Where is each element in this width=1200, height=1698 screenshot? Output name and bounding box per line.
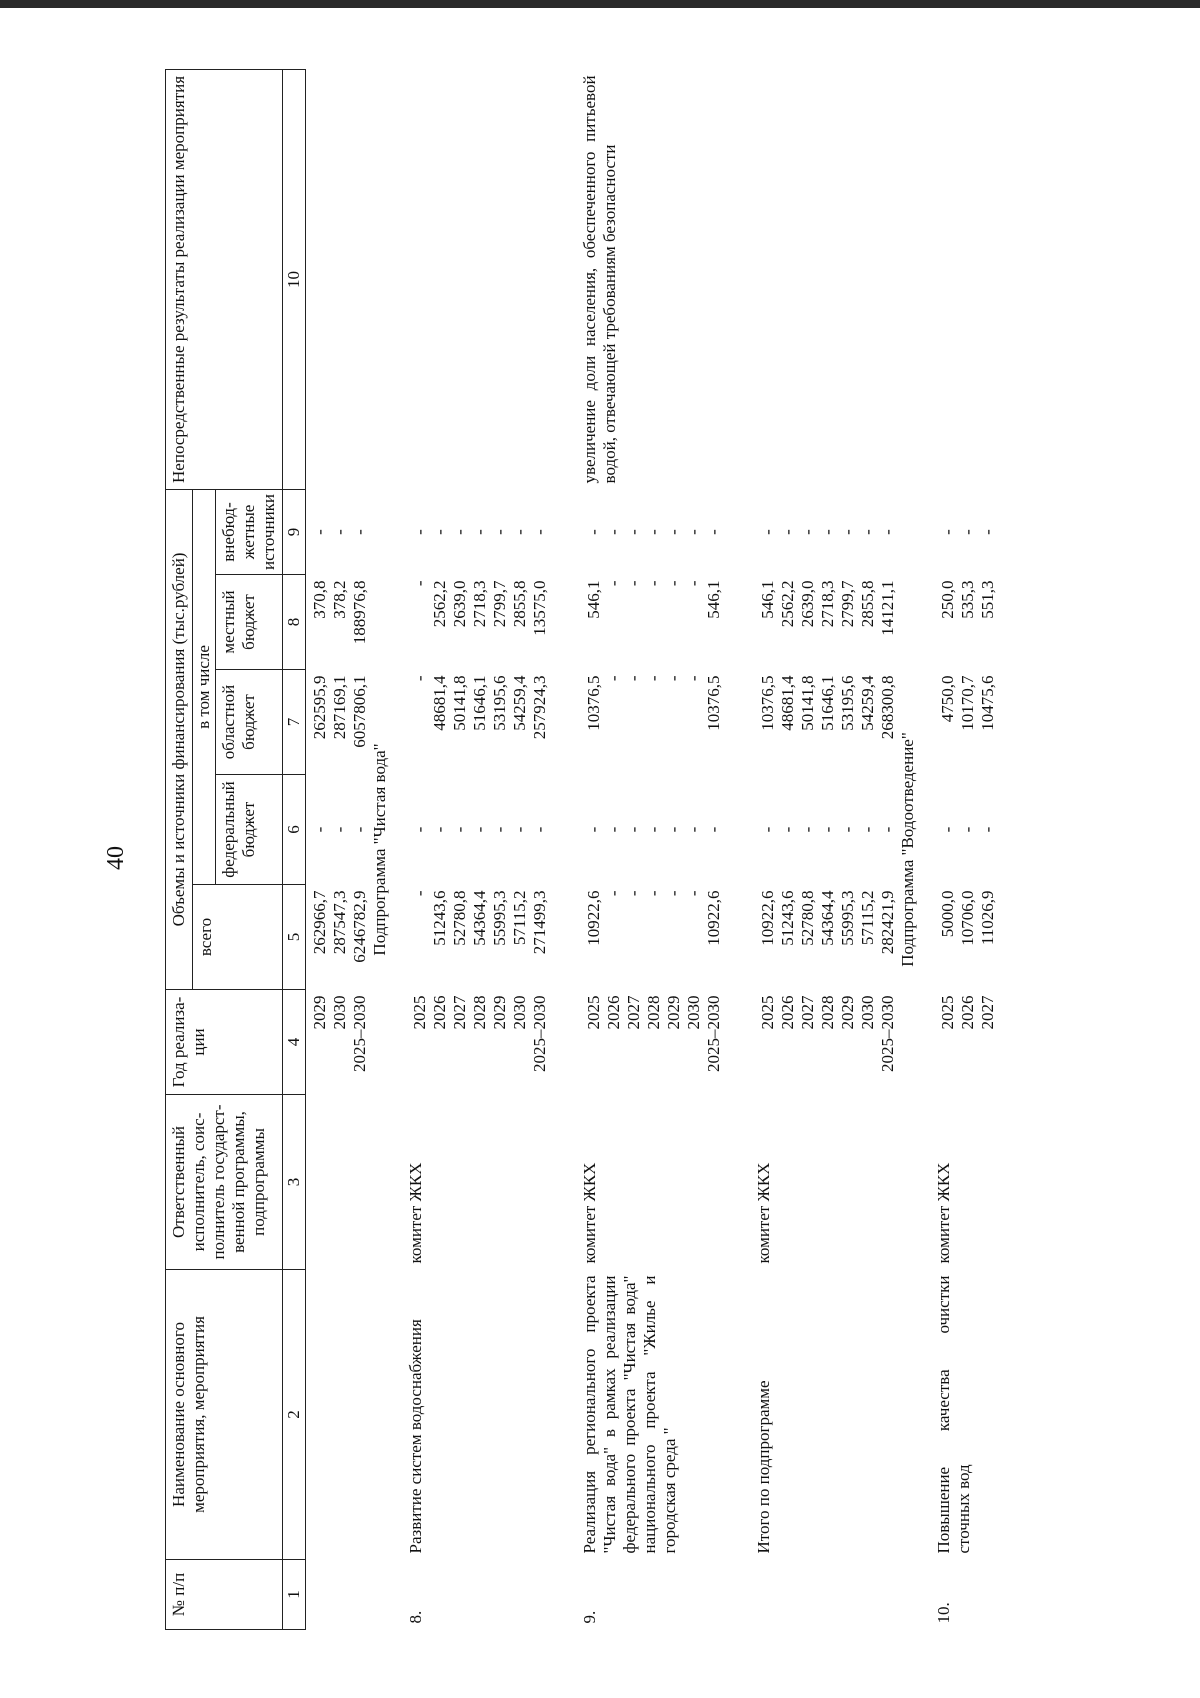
year-cell: 2026 — [430, 995, 449, 1030]
year-cell: 2025–2030 — [530, 995, 549, 1072]
local-list — [754, 581, 898, 664]
year-cell: 2027 — [450, 995, 469, 1030]
federal-cell: - — [704, 826, 723, 833]
year-cell: 2029 — [490, 995, 509, 1030]
local-cell: 2639,0 — [450, 580, 469, 628]
regional-cell: 50141,8 — [450, 675, 469, 731]
year-cell: 2030 — [330, 995, 349, 1030]
regional-cell: 48681,4 — [430, 675, 449, 731]
total-cell: 51243,6 — [778, 890, 797, 946]
local-cell: - — [624, 580, 643, 587]
federal-cell: - — [350, 826, 369, 833]
colnum-7: 7 — [283, 670, 306, 775]
total-list — [580, 891, 724, 984]
extra-cell: - — [350, 529, 369, 535]
table-header — [166, 69, 306, 1629]
federal-cell: - — [330, 826, 349, 833]
total-cell: 52780,8 — [798, 890, 817, 946]
colnum-5: 5 — [283, 885, 306, 990]
header-incl: в том числе — [193, 489, 216, 884]
local-cell: 535,3 — [958, 580, 977, 619]
header-extra: внебюд-жетные источники — [216, 489, 283, 574]
subtotal-label: Итого по подпрограмме — [754, 1380, 773, 1554]
local-list — [406, 581, 550, 664]
extra-cell: - — [684, 529, 703, 535]
total-list — [754, 891, 898, 984]
total-cell: 282421,9 — [878, 890, 897, 955]
federal-cell: - — [878, 826, 897, 833]
total-cell: - — [604, 890, 623, 897]
federal-cell: - — [818, 826, 837, 833]
extra-cell: - — [310, 529, 329, 535]
year-cell: 2029 — [664, 995, 683, 1030]
local-cell: - — [604, 580, 623, 587]
federal-cell: - — [410, 826, 429, 833]
year-list — [306, 996, 370, 1089]
local-list — [306, 581, 370, 664]
regional-list — [580, 676, 724, 769]
table-row-subtotal — [754, 69, 898, 1629]
federal-list — [406, 781, 550, 879]
local-cell: - — [664, 580, 683, 587]
federal-cell: - — [510, 826, 529, 833]
regional-cell: 6057806,1 — [350, 675, 369, 748]
total-cell: 10922,6 — [704, 890, 723, 946]
total-cell: 5000,0 — [938, 890, 957, 938]
total-cell: 271499,3 — [530, 890, 549, 955]
subprogram-title: Подпрограмма "Чистая вода" — [370, 743, 389, 956]
total-cell: 55995,3 — [490, 890, 509, 946]
colnum-2: 2 — [283, 1270, 306, 1560]
table-row-8 — [406, 69, 550, 1629]
extra-cell: - — [938, 529, 957, 535]
local-cell: - — [410, 580, 429, 587]
extra-cell: - — [530, 529, 549, 535]
activity-name: Повышение качества очистки сточных вод — [934, 1275, 973, 1554]
total-cell: 10922,6 — [758, 890, 777, 946]
federal-cell: - — [530, 826, 549, 833]
total-cell: 52780,8 — [450, 890, 469, 946]
total-cell: 10922,6 — [584, 890, 603, 946]
regional-cell: - — [624, 675, 643, 682]
extra-cell: - — [798, 529, 817, 535]
year-cell: 2030 — [684, 995, 703, 1030]
local-cell: 546,1 — [584, 580, 603, 619]
local-cell: 2718,3 — [818, 580, 837, 628]
header-regional: областной бюджет — [216, 670, 283, 775]
total-list — [306, 891, 370, 984]
federal-cell: - — [858, 826, 877, 833]
federal-cell: - — [310, 826, 329, 833]
total-cell: - — [684, 890, 703, 897]
local-cell: - — [644, 580, 663, 587]
total-cell: 262966,7 — [310, 890, 329, 955]
local-cell: 2639,0 — [798, 580, 817, 628]
regional-cell: 51646,1 — [470, 675, 489, 731]
colnum-3: 3 — [283, 1095, 306, 1270]
regional-cell: 10376,5 — [584, 675, 603, 731]
year-cell: 2026 — [778, 995, 797, 1030]
header-name: Наименование основного мероприятия, мероприятия — [166, 1270, 283, 1560]
total-cell: 51243,6 — [430, 890, 449, 946]
local-cell: 378,2 — [330, 580, 349, 619]
regional-cell: 257924,3 — [530, 675, 549, 740]
extra-cell: - — [490, 529, 509, 535]
extra-cell: - — [664, 529, 683, 535]
table-row-continuation — [306, 69, 371, 1629]
colnum-10: 10 — [283, 69, 306, 489]
local-cell: 13575,0 — [530, 580, 549, 636]
table-body — [306, 69, 999, 1629]
header-local: местный бюджет — [216, 575, 283, 670]
executor: комитет ЖКХ — [406, 1162, 425, 1264]
extra-cell: - — [604, 529, 623, 535]
extra-cell: - — [704, 529, 723, 535]
total-cell: 57115,2 — [858, 890, 877, 946]
extra-cell: - — [818, 529, 837, 535]
extra-cell: - — [778, 529, 797, 535]
federal-cell: - — [778, 826, 797, 833]
year-cell: 2026 — [604, 995, 623, 1030]
local-cell: 250,0 — [938, 580, 957, 619]
subprogram-heading-row — [898, 69, 934, 1629]
extra-cell: - — [624, 529, 643, 535]
local-cell: 2718,3 — [470, 580, 489, 628]
page-number: 40 — [103, 846, 129, 870]
federal-cell: - — [490, 826, 509, 833]
regional-cell: - — [410, 675, 429, 682]
local-cell: 370,8 — [310, 580, 329, 619]
row-number: 8. — [406, 1610, 425, 1624]
total-cell: 57115,2 — [510, 890, 529, 946]
local-cell: 2799,7 — [838, 580, 857, 628]
local-list — [934, 581, 998, 664]
header-num: № п/п — [166, 1560, 283, 1630]
extra-list — [306, 495, 370, 568]
extra-cell: - — [978, 529, 997, 535]
activity-name: Развитие систем водоснабжения — [406, 1319, 425, 1554]
regional-cell: 262595,9 — [310, 675, 329, 740]
federal-cell: - — [624, 826, 643, 833]
extra-cell: - — [584, 529, 603, 535]
total-cell: - — [644, 890, 663, 897]
table-row-9 — [580, 69, 724, 1629]
federal-cell: - — [584, 826, 603, 833]
total-list — [934, 891, 998, 984]
federal-cell: - — [938, 826, 957, 833]
year-cell: 2026 — [958, 995, 977, 1030]
year-cell: 2025–2030 — [704, 995, 723, 1072]
year-cell: 2025–2030 — [878, 995, 897, 1072]
colnum-4: 4 — [283, 990, 306, 1095]
regional-cell: 54259,4 — [510, 675, 529, 731]
local-cell: 14121,1 — [878, 580, 897, 636]
extra-cell: - — [410, 529, 429, 535]
result-text: увеличение доли населения, обеспеченного питьевой водой, отвечающей требованиям безопасности — [580, 75, 619, 484]
local-cell: 2855,8 — [858, 580, 877, 628]
year-cell: 2025–2030 — [350, 995, 369, 1072]
extra-cell: - — [510, 529, 529, 535]
federal-cell: - — [978, 826, 997, 833]
federal-cell: - — [798, 826, 817, 833]
regional-cell: 268300,8 — [878, 675, 897, 740]
extra-cell: - — [878, 529, 897, 535]
subprogram-heading-row — [370, 69, 406, 1629]
federal-cell: - — [758, 826, 777, 833]
federal-cell: - — [838, 826, 857, 833]
extra-list — [580, 495, 724, 568]
regional-cell: - — [664, 675, 683, 682]
header-federal: федеральный бюджет — [216, 775, 283, 885]
year-list — [754, 996, 898, 1089]
header-funding-group: Объемы и источники финансирования (тыс.рублей) — [166, 489, 193, 989]
extra-cell: - — [330, 529, 349, 535]
extra-cell: - — [758, 529, 777, 535]
extra-cell: - — [644, 529, 663, 535]
federal-cell: - — [450, 826, 469, 833]
total-cell: 54364,4 — [818, 890, 837, 946]
header-executor: Ответственный исполнитель, соис-полнитель государст-венной программы, подпрограммы — [166, 1095, 283, 1270]
federal-cell: - — [430, 826, 449, 833]
total-cell: 287547,3 — [330, 890, 349, 955]
extra-list — [934, 495, 998, 568]
federal-cell: - — [470, 826, 489, 833]
year-cell: 2025 — [584, 995, 603, 1030]
federal-cell: - — [664, 826, 683, 833]
total-cell: - — [410, 890, 429, 897]
local-cell: 551,3 — [978, 580, 997, 619]
total-cell: 11026,9 — [978, 890, 997, 946]
funding-table — [165, 69, 998, 1630]
regional-list — [934, 676, 998, 769]
regional-cell: 54259,4 — [858, 675, 877, 731]
regional-cell: - — [644, 675, 663, 682]
year-cell: 2028 — [470, 995, 489, 1030]
local-cell: 2799,7 — [490, 580, 509, 628]
row-number: 9. — [580, 1610, 599, 1624]
local-cell: 2562,2 — [778, 580, 797, 628]
total-list — [406, 891, 550, 984]
year-cell: 2029 — [838, 995, 857, 1030]
year-cell: 2030 — [510, 995, 529, 1030]
total-cell: 55995,3 — [838, 890, 857, 946]
colnum-1: 1 — [283, 1560, 306, 1630]
header-results: Непосредственные результаты реализации мероприятия — [166, 69, 283, 489]
top-edge-mark — [0, 0, 1200, 8]
year-cell: 2028 — [818, 995, 837, 1030]
year-cell: 2027 — [978, 995, 997, 1030]
extra-cell: - — [450, 529, 469, 535]
regional-cell: 51646,1 — [818, 675, 837, 731]
federal-list — [934, 781, 998, 879]
extra-cell: - — [838, 529, 857, 535]
regional-cell: 53195,6 — [490, 675, 509, 731]
colnum-6: 6 — [283, 775, 306, 885]
regional-cell: 10376,5 — [758, 675, 777, 731]
extra-cell: - — [470, 529, 489, 535]
total-cell: 10706,0 — [958, 890, 977, 946]
executor: комитет ЖКХ — [754, 1162, 773, 1264]
local-cell: 2855,8 — [510, 580, 529, 628]
header-total: всего — [193, 885, 283, 990]
year-cell: 2027 — [624, 995, 643, 1030]
extra-cell: - — [430, 529, 449, 535]
regional-cell: 10376,5 — [704, 675, 723, 731]
local-cell: 2562,2 — [430, 580, 449, 628]
local-cell: 188976,8 — [350, 580, 369, 645]
regional-cell: 287169,1 — [330, 675, 349, 740]
year-list — [580, 996, 724, 1089]
federal-list — [306, 781, 370, 879]
year-cell: 2030 — [858, 995, 877, 1030]
extra-cell: - — [958, 529, 977, 535]
row-number: 10. — [934, 1602, 953, 1624]
table-row-10 — [934, 69, 998, 1629]
year-list — [934, 996, 998, 1089]
local-list — [580, 581, 724, 664]
year-cell: 2029 — [310, 995, 329, 1030]
rotated-table-page — [165, 70, 1165, 1630]
federal-cell: - — [644, 826, 663, 833]
activity-name: Реализация регионального проекта "Чистая вода" в рамках реализации федерального проекта "Чистая вода" национального проекта "Жилье и городская среда " — [580, 1275, 679, 1554]
regional-cell: - — [684, 675, 703, 682]
regional-cell: 53195,6 — [838, 675, 857, 731]
colnum-8: 8 — [283, 575, 306, 670]
regional-list — [306, 676, 370, 769]
total-cell: 54364,4 — [470, 890, 489, 946]
total-cell: 6246782,9 — [350, 890, 369, 963]
local-cell: - — [684, 580, 703, 587]
regional-cell: - — [604, 675, 623, 682]
federal-cell: - — [684, 826, 703, 833]
total-cell: - — [624, 890, 643, 897]
executor: комитет ЖКХ — [580, 1162, 599, 1264]
extra-list — [406, 495, 550, 568]
regional-cell: 4750,0 — [938, 675, 957, 723]
local-cell: 546,1 — [758, 580, 777, 619]
federal-cell: - — [604, 826, 623, 833]
local-cell: 546,1 — [704, 580, 723, 619]
federal-list — [580, 781, 724, 879]
regional-list — [406, 676, 550, 769]
regional-cell: 10475,6 — [978, 675, 997, 731]
year-cell: 2025 — [410, 995, 429, 1030]
year-list — [406, 996, 550, 1089]
subprogram-title: Подпрограмма "Водоотведение" — [898, 732, 917, 967]
colnum-9: 9 — [283, 489, 306, 574]
regional-cell: 10170,7 — [958, 675, 977, 731]
federal-list — [754, 781, 898, 879]
year-cell: 2025 — [938, 995, 957, 1030]
federal-cell: - — [958, 826, 977, 833]
executor: комитет ЖКХ — [934, 1162, 953, 1264]
extra-list — [754, 495, 898, 568]
extra-cell: - — [858, 529, 877, 535]
total-cell: - — [664, 890, 683, 897]
regional-list — [754, 676, 898, 769]
regional-cell: 50141,8 — [798, 675, 817, 731]
year-cell: 2025 — [758, 995, 777, 1030]
header-year: Год реализа-ции — [166, 990, 283, 1095]
year-cell: 2028 — [644, 995, 663, 1030]
year-cell: 2027 — [798, 995, 817, 1030]
regional-cell: 48681,4 — [778, 675, 797, 731]
